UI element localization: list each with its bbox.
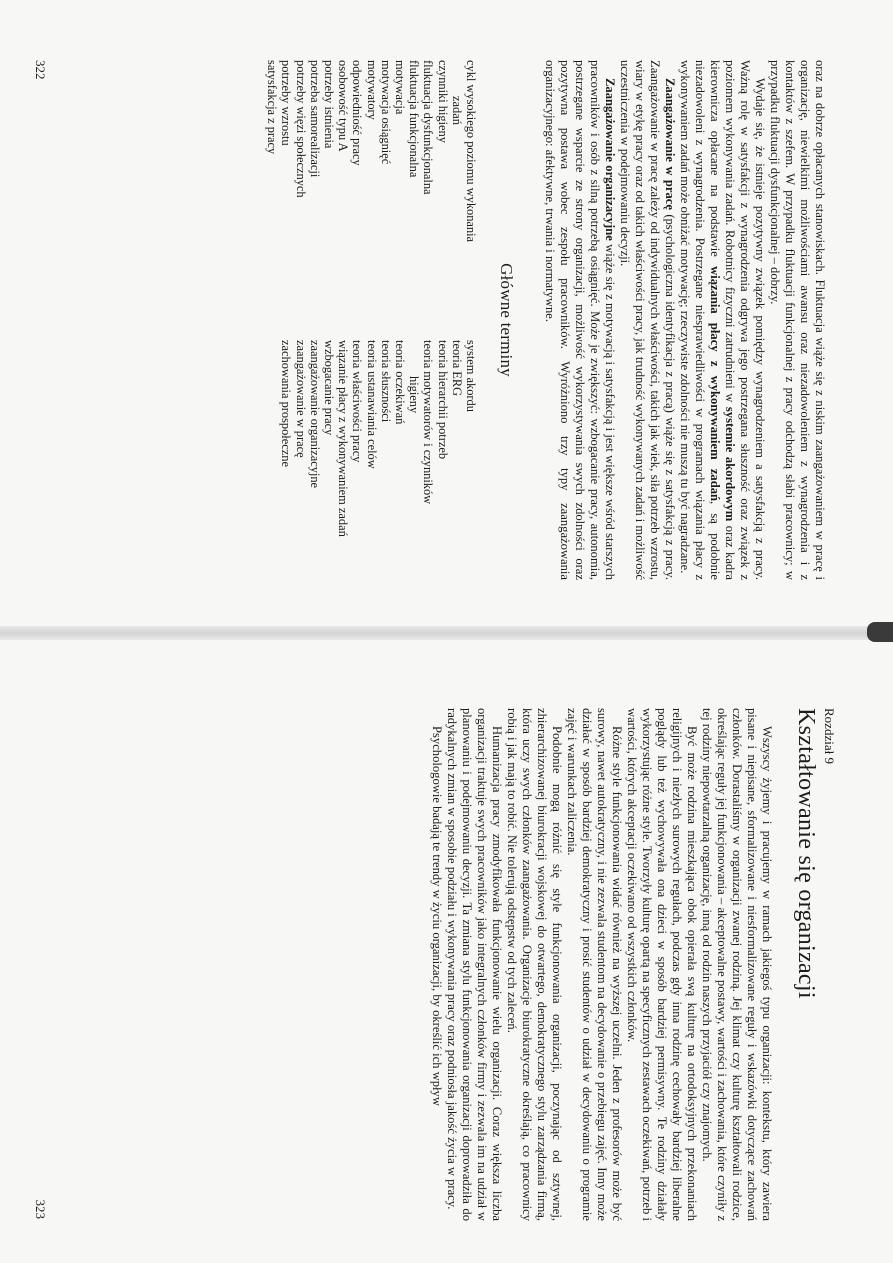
chapter-label: Rozdział 9	[822, 708, 837, 764]
terms-column-left	[265, 60, 478, 300]
text-run: Wydaje się, że istnieje pozytywny związek pomiędzy wynagrodzeniem a satysfakcją z pracy. Ważną rolę w satysfakcji z wynagrodzenia odgrywa jego postrzegana słuszność oraz związek z poziomem wykonywania zadań. Robotnicy fizyczni zatrudnieni w	[723, 60, 767, 580]
term-item: motywatory	[364, 60, 379, 120]
text-run: Wszyscy żyjemy i pracujemy w ramach jakiegoś typu organizacji: kontekstu, który zawiera pisane i niepisane, sformalizowane i niesformalizowane reguły i wskazówki dotyczące zachowań członków. Dorastaliśmy w organizacji zwanej rodziną. Jej klimat czy kulturę kształtowali rodzice, określając reguły jej funkcjonowania – akceptowalne postawy, wartości i zachowania, które czyniły z tej rodziny niepowtarzalną organizację, inną od rodzin naszych przyjaciół czy znajomych.	[700, 708, 774, 1221]
right-paragraph	[564, 708, 624, 1221]
bold-term: wiązania płacy z wykonywaniem zadań	[708, 266, 722, 502]
term-item: potrzeby wzrostu	[279, 60, 294, 146]
spine-shadow	[867, 622, 893, 642]
term-item: teoria ERG	[449, 340, 464, 397]
term-item: odpowiedniość pracy	[350, 60, 365, 166]
term-item: satysfakcja z pracy	[265, 60, 280, 155]
left-paragraph	[767, 60, 827, 580]
term-item: osobowość typu A	[336, 60, 351, 152]
text-run: Różne style funkcjonowania widać również na wyższej uczelni. Jeden z profesorów może być surowy, nawet autokratyczny, i nie zezwala studentom na decydowanie o przebiegu zajęć. Inny może działać w sposób bardziej demokratyczny i prosić studentów o udział w decydowaniu o programie zajęć i warunkach zaliczenia.	[565, 708, 624, 1221]
terms-heading: Główne terminy	[497, 263, 516, 377]
right-paragraph	[444, 708, 504, 1221]
text-run: Psychologowie badają te trendy w życiu organizacji, by określić ich wpływ	[430, 726, 444, 1106]
term-item: zachowania prospołeczne	[279, 340, 294, 467]
term-item: wzbogacanie pracy	[321, 340, 336, 436]
page-number-left: 322	[33, 60, 48, 80]
term-item: potrzeby istnienia	[321, 60, 336, 149]
left-body-text	[542, 60, 827, 580]
text-run: Podobnie mogą różnić się style funkcjonowania organizacji, poczynając od sztywnej, zhierarchizowanej biurokracji wojskowej do otwartego, demokratycznego stylu zarządzania firmą, która uczy swych członków zaangażowania. Organizacje biurokratyczne określają, co pracownicy robią i jak mają to robić. Nie tolerują odstępstw od tych zaleceń.	[505, 708, 564, 1221]
right-paragraph	[429, 708, 444, 1221]
page-number-right: 323	[33, 1199, 48, 1219]
right-paragraph	[624, 708, 699, 1221]
term-item: fluktuacja funkcjonalna	[407, 60, 422, 178]
term-item: fluktuacja dysfunkcjonalna	[421, 60, 436, 195]
term-item: teoria motywatorów i czynników	[421, 340, 436, 505]
term-item: potrzeba samorealizacji	[307, 60, 322, 178]
term-item: teoria oczekiwań	[392, 340, 407, 425]
book-spine	[0, 626, 893, 640]
text-run: , są podobnie niezadowoleni z wynagrodzenia. Postrzegane niesprawiedliwości w programach wiązania płacy z wykonywaniem zadań może obniżać motywację; rzeczywiste zdolności nie muszą tu być nagradzane.	[678, 60, 722, 580]
text-run: oraz kadra kierownicza opłacane na podstawie	[708, 60, 737, 580]
term-item: cykl wysokiego poziomu wykonania	[464, 60, 478, 243]
bold-term: Zaangażowanie organizacyjne	[603, 78, 617, 241]
text-run: (psychologiczna identyfikacja z pracą) wiąże się z satysfakcją z pracy. Zaangażowanie w pracę zależy od indywidualnych właściwości, takich jak wiek, siła potrzeb wzrostu, wiary w etykę pracy oraz od takich właściwości pracy, jak trudność wykonywanych zadań i możliwość uczestniczenia w podejmowaniu decyzji.	[618, 60, 677, 580]
term-item: system akordu	[464, 340, 478, 412]
term-item: motywacja	[392, 60, 407, 115]
term-item: zaangażowanie w pracę	[293, 340, 308, 458]
term-item: teoria ustanawiania celów	[364, 340, 379, 469]
term-item: zadań	[449, 96, 464, 125]
term-item: czynniki higieny	[435, 60, 450, 143]
left-page	[0, 0, 893, 620]
chapter-title: Kształtowanie się organizacji	[793, 708, 819, 999]
text-run: Humanizacja pracy zmodyfikowała funkcjonowanie wielu organizacji. Coraz większa liczba organizacji traktuje swych pracowników jako integralnych członków firmy i zezwala im na udział w planowaniu i podejmowaniu decyzji. Ta zmiana stylu funkcjonowania organizacji doprowadziła do radykalnych zmian w sposobie podziału i wykonywania pracy oraz podniosła jakość życia w pracy.	[445, 708, 504, 1221]
term-item: teoria słuszności	[378, 340, 393, 423]
left-paragraph	[617, 60, 677, 580]
right-paragraph	[504, 708, 564, 1221]
terms-column-right	[265, 340, 478, 580]
terms-list	[265, 60, 478, 580]
term-item: wiązanie płacy z wykonywaniem zadań	[336, 340, 351, 537]
left-paragraph	[542, 60, 617, 580]
right-body-text	[429, 708, 774, 1221]
bold-term: Zaangażowanie w pracę	[663, 78, 677, 210]
term-item: teoria hierarchii potrzeb	[435, 340, 450, 460]
term-item: potrzeby więzi społecznych	[293, 60, 308, 198]
term-item: motywacja osiągnięć	[378, 60, 393, 165]
right-page	[0, 650, 893, 1263]
text-run: oraz na dobrze opłacanych stanowiskach. Fluktuacja wiąże się z niskim zaangażowaniem w pracę i organizację, niewielkimi możliwościami awansu oraz niezadowoleniem z wynagrodzenia i z kontaktów z szefem. W przypadku fluktuacji funkcjonalnej z pracy odchodzą słabi pracownicy; w przypadku fluktuacji dysfunkcjonalnej – dobrzy.	[768, 60, 827, 580]
term-item: teoria właściwości pracy	[350, 340, 365, 463]
text-run: Być może rodzina mieszkająca obok opierała swą kulturę na ortodoksyjnych przekonaniach religijnych i niezłych surowych regułach, podczas gdy inna rodzinę cechowały bardziej liberalne poglądy lub też wychowywała ona dzieci w sposób bardziej permisywny. Te rodziny działały wykorzystując różne style. Tworzyły kulturę opartą na specyficznych zestawach oczekiwań, potrzeb i wartości, których akceptacji oczekiwano od wszystkich członków.	[625, 708, 699, 1221]
term-item: zaangażowanie organizacyjne	[307, 340, 322, 489]
bold-term: systemie akordowym	[723, 406, 737, 522]
left-paragraph	[677, 60, 767, 580]
term-item: higieny	[407, 376, 422, 414]
text-run: wiąże się z motywacją i satysfakcją i jest większe wśród starszych pracowników i osób z silną potrzebą osiągnięć. Może je zwiększyć: wzbogacanie pracy, autonomia, postrzegane wsparcie ze strony organizacji, możliwość wykorzystywania swych zdolności oraz pozytywna postawa wobec zespołu pracowników. Wyróżniono trzy typy zaangażowania organizacyjnego: afektywne, trwania i normatywne.	[543, 60, 617, 580]
right-paragraph	[699, 708, 774, 1221]
